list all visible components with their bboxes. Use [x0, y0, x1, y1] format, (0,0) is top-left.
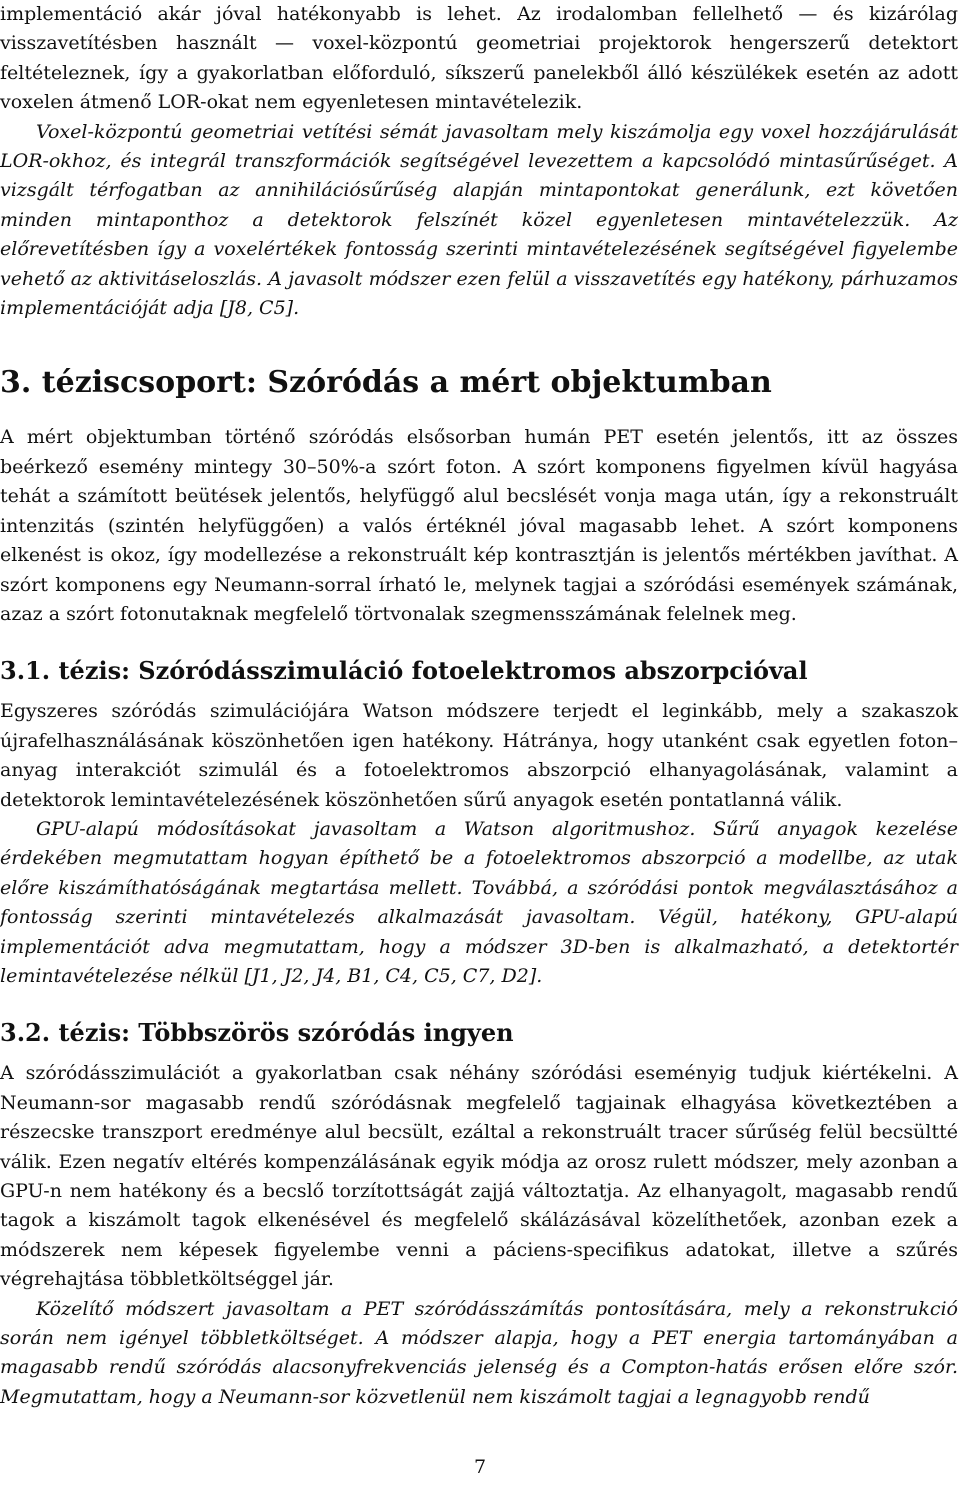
thesis-voxel-statement: Voxel-központú geometriai vetítési sémát javasoltam mely kiszámolja egy voxel hozzájárulását LOR-okhoz, és integrál transzformációk segítségével levezettem a kapcsolódó mintasűrűséget. A vizsgált térfogatban az annihilációsűrűség alapján mintapontokat generálunk, ezt követően minden mintaponthoz a detektorok felszínét közel egyenletesen mintavételezzük. Az előrevetítésben így a voxelértékek fontosság szerinti mintavételezésének segítségével figyelembe vehető az aktivitáseloszlás. A javasolt módszer ezen felül a visszavetítés egy hatékony, párhuzamos implementációját adja [J8, C5].	[0, 120, 958, 320]
section-heading-3: 3. téziscsoport: Szóródás a mért objektumban	[0, 365, 772, 401]
thesis-3-1-heading: 3.1. tézis: Szóródásszimuláció fotoelektromos abszorpcióval	[0, 656, 808, 686]
thesis-3-1-statement: GPU-alapú módosításokat javasoltam a Watson algoritmushoz. Sűrű anyagok kezelése érdekében megmutattam hogyan építhető be a fotoelektromos abszorpció a modellbe, az utak előre kiszámíthatóságának megtartása mellett. Továbbá, a szóródási pontok megválasztásához a fontosság szerinti mintavételezés alkalmazását javasoltam. Végül, hatékony, GPU-alapú implementációt adva megmutattam, hogy a módszer 3D-ben is alkalmazható, a detektortér lemintavételezése nélkül [J1, J2, J4, B1, C4, C5, C7, D2].	[0, 817, 958, 987]
thesis-3-1-body: Egyszeres szóródás szimulációjára Watson módszere terjedt el leginkább, mely a szakaszok újrafelhasználásának köszönhetően igen hatékony. Hátránya, hogy utanként csak egyetlen foton–anyag interakciót szimulál és a fotoelektromos abszorpció elhanyagolásának, valamint a detektorok lemintavételezésének köszönhetően sűrű anyagok esetén pontatlanná válik.	[0, 700, 958, 811]
thesis-3-2-heading: 3.2. tézis: Többszörös szóródás ingyen	[0, 1018, 514, 1048]
page-number: 7	[473, 1456, 487, 1478]
thesis-3-2-statement: Közelítő módszert javasoltam a PET szóródásszámítás pontosítására, mely a rekonstrukció során nem igényel többletköltséget. A módszer alapja, hogy a PET energia tartományában a magasabb rendű szóródás alacsonyfrekvenciás jelenség és a Compton-hatás erősen előre szór. Megmutattam, hogy a Neumann-sor közvetlenül nem kiszámolt tagjai a legnagyobb rendű	[0, 1297, 958, 1408]
thesis-3-2-body: A szóródásszimulációt a gyakorlatban csak néhány szóródási eseményig tudjuk kiértékelni. A Neumann-sor magasabb rendű szóródásnak megfelelő tagjainak elhagyása következtében a részecske transzport eredménye alul becsült, ezáltal a rekonstruált tracer sűrűség felül becsültté válik. Ezen negatív eltérés kompenzálásának egyik módja az orosz rulett módszer, mely azonban a GPU-n nem hatékony és a becslő torzítottságát zajjá változtatja. Az elhanyagolt, magasabb rendű tagok a kiszámolt tagok elkenésével és megfelelő skálázásával közelíthetőek, azonban ezek a módszerek nem képesek figyelembe venni a páciens-specifikus adatokat, illetve a szűrés végrehajtása többletköltséggel jár.	[0, 1062, 958, 1291]
section-3-body: A mért objektumban történő szóródás elsősorban humán PET esetén jelentős, itt az összes beérkező esemény mintegy 30–50%-a szórt foton. A szórt komponens figyelmen kívül hagyása tehát a számított beütések jelentős, helyfüggő alul becslését vonja maga után, így a rekonstruált intenzitás (szintén helyfüggően) a valós értéknél jóval magasabb lehet. A szórt komponens elkenést is okoz, így modellezése a rekonstruált kép kontrasztján is jelentős mértékben javíthat. A szórt komponens egy Neumann-sorral írható le, melynek tagjai a szóródási események számának, azaz a szórt fotonutaknak megfelelő törtvonalak szegmensszámának felelnek meg.	[0, 426, 958, 625]
paragraph-intro: implementáció akár jóval hatékonyabb is lehet. Az irodalomban fellelhető — és kizárólag visszavetítésben használt — voxel-központú geometriai projektorok hengerszerű detektort feltételeznek, így a gyakorlatban előforduló, síkszerű panelekből álló készülékek esetén az adott voxelen átmenő LOR-okat nem egyenletesen mintavételezik.	[0, 3, 958, 114]
